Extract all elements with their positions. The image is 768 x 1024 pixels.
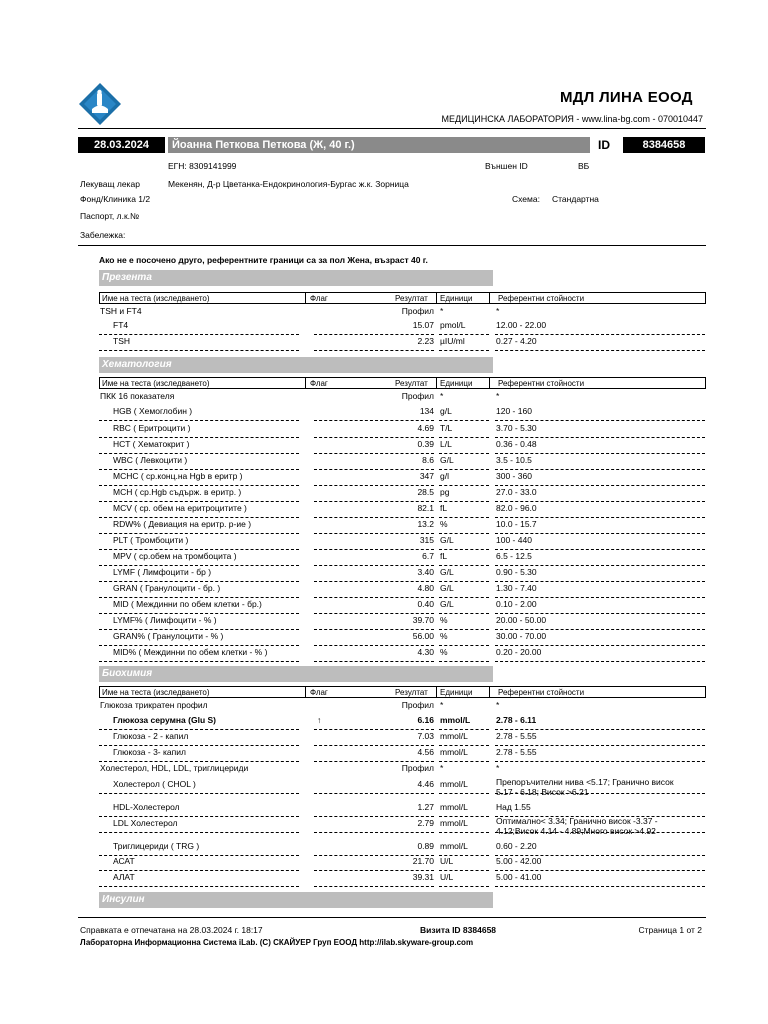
reference-range: 0.20 - 20.00 bbox=[496, 647, 542, 657]
column-divider bbox=[489, 687, 490, 697]
test-result: 82.1 bbox=[417, 503, 434, 513]
test-name: RDW% ( Девиация на еритр. р-ие ) bbox=[113, 519, 252, 529]
reference-range: 10.0 - 15.7 bbox=[496, 519, 537, 529]
row-separator bbox=[99, 793, 299, 794]
section-title-prezenta: Презента bbox=[99, 270, 493, 286]
result-row bbox=[99, 746, 706, 762]
row-separator bbox=[495, 350, 705, 351]
row-separator bbox=[314, 661, 434, 662]
reference-range: 100 - 440 bbox=[496, 535, 532, 545]
test-units: mmol/L bbox=[440, 731, 468, 741]
test-name: TSH и FT4 bbox=[100, 306, 142, 316]
test-units: g/L bbox=[440, 406, 452, 416]
col-flag-header: Флаг bbox=[310, 688, 328, 697]
result-row bbox=[99, 534, 706, 550]
test-name: LYMF ( Лимфоцити - бр ) bbox=[113, 567, 212, 577]
test-units: % bbox=[440, 631, 448, 641]
result-row bbox=[99, 714, 706, 730]
table-header bbox=[99, 686, 706, 698]
result-row bbox=[99, 630, 706, 646]
test-name: HGB ( Хемоглобин ) bbox=[113, 406, 193, 416]
reference-range: 5.00 - 41.00 bbox=[496, 872, 542, 882]
row-separator bbox=[439, 832, 489, 833]
reference-range: 2.78 - 5.55 bbox=[496, 731, 537, 741]
test-units: mmol/L bbox=[440, 802, 468, 812]
col-result-header: Резултат bbox=[395, 688, 428, 697]
test-units: U/L bbox=[440, 872, 454, 882]
reference-range: 2.78 - 5.55 bbox=[496, 747, 537, 757]
test-name: MCH ( ср.Hgb съдърж. в еритр. ) bbox=[113, 487, 242, 497]
result-row bbox=[99, 730, 706, 746]
test-units: mmol/L bbox=[440, 818, 468, 828]
row-separator bbox=[99, 420, 299, 421]
test-result: 28.5 bbox=[417, 487, 434, 497]
column-divider bbox=[489, 293, 490, 303]
test-units: * bbox=[440, 306, 444, 316]
test-name: HCT ( Хематокрит ) bbox=[113, 439, 190, 449]
row-separator bbox=[439, 350, 489, 351]
divider bbox=[78, 128, 706, 129]
test-result: 4.69 bbox=[417, 423, 434, 433]
test-result: 56.00 bbox=[412, 631, 434, 641]
reference-range: 0.90 - 5.30 bbox=[496, 567, 537, 577]
company-name: МДЛ ЛИНА ЕООД bbox=[560, 89, 693, 106]
result-row bbox=[99, 486, 706, 502]
test-units: * bbox=[440, 763, 444, 773]
row-separator bbox=[495, 886, 705, 887]
test-units: pg bbox=[440, 487, 450, 497]
row-separator bbox=[99, 350, 299, 351]
test-name: Холестерол ( CHOL ) bbox=[113, 779, 196, 789]
reference-range: * bbox=[496, 763, 500, 773]
test-result: 2.23 bbox=[417, 336, 434, 346]
test-result: Профил bbox=[401, 391, 434, 401]
result-row bbox=[99, 566, 706, 582]
reference-range: 1.30 - 7.40 bbox=[496, 583, 537, 593]
col-flag-header: Флаг bbox=[310, 294, 328, 303]
row-separator bbox=[99, 661, 299, 662]
doctor-label: Лекуващ лекар bbox=[80, 179, 140, 189]
col-result-header: Резултат bbox=[395, 294, 428, 303]
test-units: g/l bbox=[440, 471, 449, 481]
row-separator bbox=[439, 886, 489, 887]
section-title-biochemistry: Биохимия bbox=[99, 666, 493, 682]
row-separator bbox=[314, 832, 434, 833]
section-title-hematology: Хематология bbox=[99, 357, 493, 373]
reference-range: 0.60 - 2.20 bbox=[496, 841, 537, 851]
result-row bbox=[99, 405, 706, 421]
visit-id: Визита ID 8384658 bbox=[420, 925, 497, 935]
column-divider bbox=[489, 378, 490, 388]
row-separator bbox=[495, 832, 705, 833]
test-result: 134 bbox=[419, 406, 434, 416]
lab-logo-icon bbox=[78, 82, 122, 126]
reference-range: * bbox=[496, 391, 500, 401]
reference-range-cont: 4.12;Висок 4.14 - 4.89;Много висок >4.92 bbox=[496, 826, 656, 836]
result-row bbox=[99, 582, 706, 598]
test-units: T/L bbox=[440, 423, 453, 433]
col-name-header: Име на теста (изследването) bbox=[102, 688, 210, 697]
reference-range: 20.00 - 50.00 bbox=[496, 615, 547, 625]
test-result: 1.27 bbox=[417, 802, 434, 812]
test-result: 2.79 bbox=[417, 818, 434, 828]
test-name: RBC ( Еритроцити ) bbox=[113, 423, 191, 433]
test-result: 0.39 bbox=[417, 439, 434, 449]
table-header bbox=[99, 292, 706, 304]
test-result: 39.31 bbox=[412, 872, 434, 882]
test-units: G/L bbox=[440, 599, 454, 609]
reference-range-cont: 5.17 - 6.18; Висок >6.21 bbox=[496, 787, 589, 797]
test-name: PLT ( Тромбоцити ) bbox=[113, 535, 189, 545]
test-name: Глюкоза серумна (Glu S) bbox=[113, 715, 216, 725]
test-result: 3.40 bbox=[417, 567, 434, 577]
row-separator bbox=[495, 793, 705, 794]
test-name: MID ( Междинни по обем клетки - бр.) bbox=[113, 599, 262, 609]
row-separator bbox=[439, 793, 489, 794]
reference-range: * bbox=[496, 306, 500, 316]
test-units: * bbox=[440, 391, 444, 401]
fund-label: Фонд/Клиника 1/2 bbox=[80, 194, 151, 204]
reference-range: 82.0 - 96.0 bbox=[496, 503, 537, 513]
test-result: Профил bbox=[401, 763, 434, 773]
test-units: G/L bbox=[440, 455, 454, 465]
test-name: TSH bbox=[113, 336, 130, 346]
test-units: mmol/L bbox=[440, 747, 468, 757]
test-name: HDL-Холестерол bbox=[113, 802, 180, 812]
print-timestamp: Справката е отпечатана на 28.03.2024 г. 18:17 bbox=[80, 925, 263, 935]
result-row bbox=[99, 699, 706, 715]
test-result: 4.80 bbox=[417, 583, 434, 593]
test-result: 13.2 bbox=[417, 519, 434, 529]
test-units: fL bbox=[440, 503, 448, 513]
result-row bbox=[99, 777, 706, 797]
row-separator bbox=[99, 886, 299, 887]
test-units: pmol/L bbox=[440, 320, 466, 330]
column-divider bbox=[305, 293, 306, 303]
external-id-label: Външен ID bbox=[485, 161, 528, 171]
divider bbox=[78, 917, 706, 918]
test-name: MPV ( ср.обем на тромбоцита ) bbox=[113, 551, 237, 561]
result-row bbox=[99, 855, 706, 871]
row-separator bbox=[439, 661, 489, 662]
external-id-value: ВБ bbox=[578, 161, 590, 171]
company-subtitle: МЕДИЦИНСКА ЛАБОРАТОРИЯ - www.lina-bg.com - 070010447 bbox=[441, 114, 703, 124]
system-credit: Лабораторна Информационна Система iLab. (С) СКАЙУЕР Груп ЕООД http://ilab.skyware-group.com bbox=[80, 938, 474, 947]
reference-notice: Ако не е посочено друго, референтните граници са за пол Жена, възраст 40 г. bbox=[99, 255, 428, 265]
test-units: mmol/L bbox=[440, 841, 468, 851]
test-name: GRAN ( Гранулоцити - бр. ) bbox=[113, 583, 221, 593]
result-row bbox=[99, 422, 706, 438]
test-result: 7.03 bbox=[417, 731, 434, 741]
test-units: U/L bbox=[440, 856, 454, 866]
test-result: 21.70 bbox=[412, 856, 434, 866]
column-divider bbox=[436, 378, 437, 388]
col-name-header: Име на теста (изследването) bbox=[102, 379, 210, 388]
test-result: 315 bbox=[419, 535, 434, 545]
result-row bbox=[99, 319, 706, 335]
result-row bbox=[99, 438, 706, 454]
result-row bbox=[99, 762, 706, 778]
column-divider bbox=[436, 293, 437, 303]
divider bbox=[78, 245, 706, 246]
test-units: G/L bbox=[440, 567, 454, 577]
reference-range: 300 - 360 bbox=[496, 471, 532, 481]
table-header bbox=[99, 377, 706, 389]
row-separator bbox=[99, 832, 299, 833]
test-name: MID% ( Междинни по обем клетки - % ) bbox=[113, 647, 268, 657]
test-result: Профил bbox=[401, 306, 434, 316]
col-units-header: Единици bbox=[440, 379, 473, 388]
reference-range: 3.70 - 5.30 bbox=[496, 423, 537, 433]
test-result: 15.07 bbox=[412, 320, 434, 330]
result-row bbox=[99, 801, 706, 817]
result-row bbox=[99, 502, 706, 518]
test-name: Холестерол, HDL, LDL, триглицериди bbox=[100, 763, 249, 773]
result-row bbox=[99, 816, 706, 836]
reference-range: 0.10 - 2.00 bbox=[496, 599, 537, 609]
reference-range: 5.00 - 42.00 bbox=[496, 856, 542, 866]
col-ref-header: Референтни стойности bbox=[498, 688, 585, 697]
test-units: L/L bbox=[440, 439, 452, 449]
reference-range: Над 1.55 bbox=[496, 802, 531, 812]
col-units-header: Единици bbox=[440, 294, 473, 303]
test-name: АЛАТ bbox=[113, 872, 135, 882]
id-label: ID bbox=[598, 138, 610, 152]
note-label: Забележка: bbox=[80, 230, 126, 240]
test-units: mmol/L bbox=[440, 715, 471, 725]
result-row bbox=[99, 335, 706, 351]
id-value: 8384658 bbox=[623, 137, 705, 153]
column-divider bbox=[305, 687, 306, 697]
test-name: MCHC ( ср.конц.на Hgb в еритр ) bbox=[113, 471, 243, 481]
result-row bbox=[99, 454, 706, 470]
test-result: 347 bbox=[419, 471, 434, 481]
result-row bbox=[99, 470, 706, 486]
reference-range: 30.00 - 70.00 bbox=[496, 631, 547, 641]
scheme-label: Схема: bbox=[512, 194, 540, 204]
row-separator bbox=[314, 350, 434, 351]
column-divider bbox=[305, 378, 306, 388]
test-result: 0.89 bbox=[417, 841, 434, 851]
test-name: ПКК 16 показателя bbox=[100, 391, 175, 401]
doctor-value: Мекенян, Д-р Цветанка-Ендокринология-Бургас ж.к. Зорница bbox=[168, 179, 409, 189]
test-name: MCV ( ср. обем на еритроцитите ) bbox=[113, 503, 247, 513]
result-row bbox=[99, 840, 706, 856]
scheme-value: Стандартна bbox=[552, 194, 599, 204]
test-units: G/L bbox=[440, 583, 454, 593]
col-units-header: Единици bbox=[440, 688, 473, 697]
reference-range: Препоръчителни нива <5.17; Гранично висок bbox=[496, 777, 674, 787]
row-separator bbox=[495, 420, 705, 421]
test-result: 4.30 bbox=[417, 647, 434, 657]
reference-range: 120 - 160 bbox=[496, 406, 532, 416]
reference-range: 27.0 - 33.0 bbox=[496, 487, 537, 497]
test-name: Глюкоза трикратен профил bbox=[100, 700, 208, 710]
patient-name: Йоанна Петкова Петкова (Ж, 40 г.) bbox=[168, 137, 590, 153]
result-row bbox=[99, 518, 706, 534]
test-units: * bbox=[440, 700, 444, 710]
result-row bbox=[99, 646, 706, 662]
test-units: µIU/ml bbox=[440, 336, 465, 346]
result-row bbox=[99, 550, 706, 566]
row-separator bbox=[314, 420, 434, 421]
col-ref-header: Референтни стойности bbox=[498, 379, 585, 388]
test-name: GRAN% ( Гранулоцити - % ) bbox=[113, 631, 224, 641]
test-result: 39.70 bbox=[412, 615, 434, 625]
reference-range: 0.36 - 0.48 bbox=[496, 439, 537, 449]
reference-range: 12.00 - 22.00 bbox=[496, 320, 547, 330]
test-units: % bbox=[440, 519, 448, 529]
test-name: АСАТ bbox=[113, 856, 135, 866]
col-flag-header: Флаг bbox=[310, 379, 328, 388]
column-divider bbox=[436, 687, 437, 697]
reference-range: 3.5 - 10.5 bbox=[496, 455, 532, 465]
test-units: % bbox=[440, 647, 448, 657]
reference-range: Оптимално< 3.34; Гранично висок -3.37 - bbox=[496, 816, 658, 826]
reference-range: 2.78 - 6.11 bbox=[496, 715, 537, 725]
test-result: Профил bbox=[401, 700, 434, 710]
report-date: 28.03.2024 bbox=[78, 137, 165, 153]
test-name: LDL Холестерол bbox=[113, 818, 178, 828]
test-result: 8.6 bbox=[422, 455, 434, 465]
test-result: 4.46 bbox=[417, 779, 434, 789]
row-separator bbox=[439, 420, 489, 421]
col-ref-header: Референтни стойности bbox=[498, 294, 585, 303]
test-units: % bbox=[440, 615, 448, 625]
test-name: WBC ( Левкоцити ) bbox=[113, 455, 188, 465]
result-row bbox=[99, 598, 706, 614]
high-flag-icon: ↑ bbox=[317, 715, 322, 725]
result-row bbox=[99, 390, 706, 406]
page-number: Страница 1 от 2 bbox=[638, 925, 702, 935]
test-name: Глюкоза - 3- капил bbox=[113, 747, 186, 757]
passport-label: Паспорт, л.к.№ bbox=[80, 211, 140, 221]
test-name: Триглицериди ( TRG ) bbox=[113, 841, 200, 851]
test-units: fL bbox=[440, 551, 448, 561]
test-result: 6.7 bbox=[422, 551, 434, 561]
egn: ЕГН: 8309141999 bbox=[168, 161, 237, 171]
reference-range: 0.27 - 4.20 bbox=[496, 336, 537, 346]
test-name: FT4 bbox=[113, 320, 129, 330]
result-row bbox=[99, 871, 706, 887]
row-separator bbox=[314, 886, 434, 887]
row-separator bbox=[495, 661, 705, 662]
test-name: Глюкоза - 2 - капил bbox=[113, 731, 189, 741]
test-name: LYMF% ( Лимфоцити - % ) bbox=[113, 615, 217, 625]
test-result: 0.40 bbox=[417, 599, 434, 609]
row-separator bbox=[314, 793, 434, 794]
test-result: 6.16 bbox=[417, 715, 434, 725]
result-row bbox=[99, 614, 706, 630]
test-result: 4.56 bbox=[417, 747, 434, 757]
section-title-insulin: Инсулин bbox=[99, 892, 493, 908]
reference-range: * bbox=[496, 700, 500, 710]
col-result-header: Резултат bbox=[395, 379, 428, 388]
reference-range: 6.5 - 12.5 bbox=[496, 551, 532, 561]
col-name-header: Име на теста (изследването) bbox=[102, 294, 210, 303]
test-units: mmol/L bbox=[440, 779, 468, 789]
test-units: G/L bbox=[440, 535, 454, 545]
